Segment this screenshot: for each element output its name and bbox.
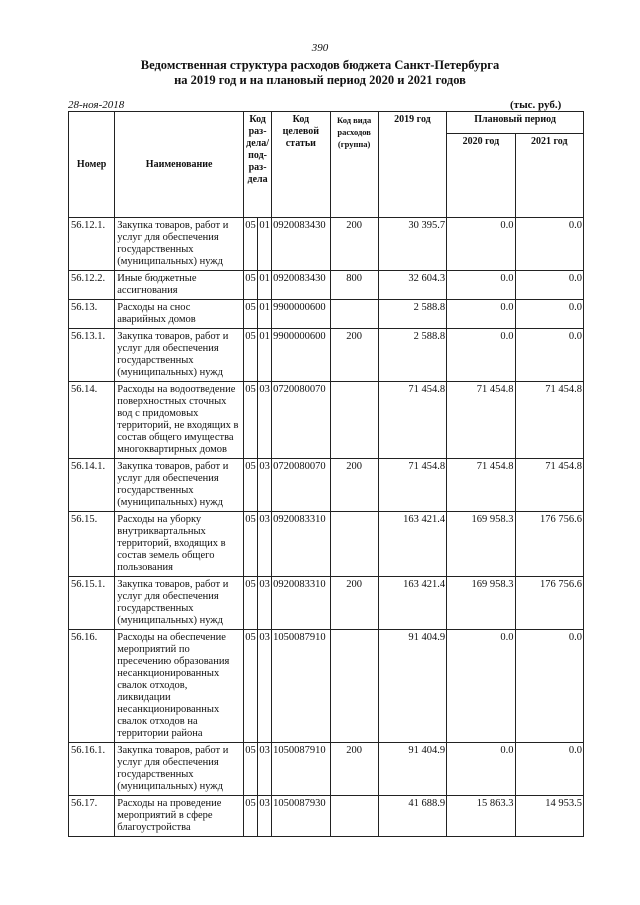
row-target-code: 9900000600	[272, 300, 330, 329]
row-amount-2020: 0.0	[447, 271, 515, 300]
row-number: 56.16.1.	[69, 743, 115, 796]
row-amount-2019: 41 688.9	[378, 796, 446, 837]
row-target-code: 1050087910	[272, 743, 330, 796]
row-amount-2019: 2 588.8	[378, 300, 446, 329]
row-amount-2020: 169 958.3	[447, 577, 515, 630]
header-2021: 2021 год	[515, 134, 583, 218]
table-row	[69, 218, 584, 271]
row-section-code: 05	[244, 630, 258, 743]
row-amount-2019: 30 395.7	[378, 218, 446, 271]
row-target-code: 1050087930	[272, 796, 330, 837]
row-target-code: 0920083310	[272, 512, 330, 577]
row-amount-2020: 169 958.3	[447, 512, 515, 577]
row-amount-2021: 0.0	[515, 271, 583, 300]
row-kind-code	[330, 382, 378, 459]
table-row	[69, 329, 584, 382]
row-subsection-code: 01	[258, 329, 272, 382]
row-name: Расходы на водоотведение поверхностных сточных вод с придомовых территорий, не входящих в состав общего имущества многоквартирных домов	[115, 382, 244, 459]
row-amount-2021: 14 953.5	[515, 796, 583, 837]
row-kind-code: 200	[330, 329, 378, 382]
row-section-code: 05	[244, 271, 258, 300]
table-body	[69, 218, 584, 837]
row-section-code: 05	[244, 382, 258, 459]
header-section: Код раз-дела/ под-раз-дела	[244, 112, 272, 218]
row-amount-2021: 0.0	[515, 329, 583, 382]
row-number: 56.16.	[69, 630, 115, 743]
header-number: Номер	[69, 112, 115, 218]
table-row	[69, 796, 584, 837]
row-amount-2020: 71 454.8	[447, 382, 515, 459]
table-row	[69, 271, 584, 300]
row-section-code: 05	[244, 218, 258, 271]
row-amount-2020: 15 863.3	[447, 796, 515, 837]
row-kind-code	[330, 512, 378, 577]
table-row	[69, 459, 584, 512]
row-name: Закупка товаров, работ и услуг для обеспечения государственных (муниципальных) нужд	[115, 743, 244, 796]
row-kind-code: 200	[330, 218, 378, 271]
row-target-code: 0920083430	[272, 271, 330, 300]
row-kind-code	[330, 630, 378, 743]
row-subsection-code: 03	[258, 630, 272, 743]
header-kind: Код вида расходов (группа)	[330, 112, 378, 218]
row-kind-code: 800	[330, 271, 378, 300]
row-subsection-code: 03	[258, 743, 272, 796]
row-section-code: 05	[244, 329, 258, 382]
row-number: 56.15.1.	[69, 577, 115, 630]
row-name: Расходы на снос аварийных домов	[115, 300, 244, 329]
row-amount-2021: 0.0	[515, 300, 583, 329]
row-subsection-code: 03	[258, 577, 272, 630]
row-amount-2020: 0.0	[447, 630, 515, 743]
row-section-code: 05	[244, 512, 258, 577]
row-amount-2019: 163 421.4	[378, 577, 446, 630]
row-amount-2020: 0.0	[447, 329, 515, 382]
row-number: 56.12.1.	[69, 218, 115, 271]
row-amount-2019: 91 404.9	[378, 743, 446, 796]
row-name: Расходы на обеспечение мероприятий по пресечению образования несанкционированных свалок отходов, ликвидации несанкционированных свалок отходов на территории района	[115, 630, 244, 743]
row-number: 56.17.	[69, 796, 115, 837]
row-section-code: 05	[244, 577, 258, 630]
row-subsection-code: 03	[258, 796, 272, 837]
row-kind-code	[330, 300, 378, 329]
row-number: 56.14.1.	[69, 459, 115, 512]
table-row	[69, 577, 584, 630]
row-amount-2019: 2 588.8	[378, 329, 446, 382]
row-number: 56.12.2.	[69, 271, 115, 300]
row-amount-2021: 176 756.6	[515, 512, 583, 577]
row-target-code: 1050087910	[272, 630, 330, 743]
title-line-2: на 2019 год и на плановый период 2020 и 2021 годов	[174, 73, 466, 87]
row-section-code: 05	[244, 300, 258, 329]
row-number: 56.13.1.	[69, 329, 115, 382]
row-kind-code: 200	[330, 577, 378, 630]
row-amount-2020: 0.0	[447, 743, 515, 796]
row-name: Закупка товаров, работ и услуг для обеспечения государственных (муниципальных) нужд	[115, 577, 244, 630]
row-name: Закупка товаров, работ и услуг для обеспечения государственных (муниципальных) нужд	[115, 329, 244, 382]
row-amount-2021: 71 454.8	[515, 459, 583, 512]
header-2020: 2020 год	[447, 134, 515, 218]
row-name: Закупка товаров, работ и услуг для обеспечения государственных (муниципальных) нужд	[115, 459, 244, 512]
row-kind-code: 200	[330, 459, 378, 512]
header-2019: 2019 год	[378, 112, 446, 218]
row-amount-2019: 91 404.9	[378, 630, 446, 743]
row-target-code: 0720080070	[272, 459, 330, 512]
table-row	[69, 382, 584, 459]
row-name: Закупка товаров, работ и услуг для обеспечения государственных (муниципальных) нужд	[115, 218, 244, 271]
row-section-code: 05	[244, 459, 258, 512]
title-line-1: Ведомственная структура расходов бюджета Санкт-Петербурга	[140, 58, 500, 72]
row-amount-2019: 71 454.8	[378, 382, 446, 459]
table-row	[69, 300, 584, 329]
row-number: 56.14.	[69, 382, 115, 459]
row-number: 56.13.	[69, 300, 115, 329]
units-label: (тыс. руб.)	[510, 99, 562, 111]
row-number: 56.15.	[69, 512, 115, 577]
row-subsection-code: 03	[258, 512, 272, 577]
row-amount-2020: 0.0	[447, 300, 515, 329]
row-target-code: 9900000600	[272, 329, 330, 382]
header-planned: Плановый период	[447, 112, 584, 134]
row-subsection-code: 01	[258, 218, 272, 271]
row-kind-code: 200	[330, 743, 378, 796]
row-amount-2020: 0.0	[447, 218, 515, 271]
row-name: Иные бюджетные ассигнования	[115, 271, 244, 300]
document-title	[0, 58, 640, 88]
row-target-code: 0920083310	[272, 577, 330, 630]
row-section-code: 05	[244, 796, 258, 837]
row-amount-2021: 0.0	[515, 743, 583, 796]
header-name: Наименование	[115, 112, 244, 218]
page-number: 390	[311, 42, 329, 54]
row-name: Расходы на проведение мероприятий в сфере благоустройства	[115, 796, 244, 837]
row-amount-2021: 0.0	[515, 218, 583, 271]
row-subsection-code: 01	[258, 300, 272, 329]
row-target-code: 0720080070	[272, 382, 330, 459]
row-amount-2019: 163 421.4	[378, 512, 446, 577]
table-row	[69, 512, 584, 577]
row-section-code: 05	[244, 743, 258, 796]
row-amount-2020: 71 454.8	[447, 459, 515, 512]
row-name: Расходы на уборку внутриквартальных территорий, входящих в состав земель общего пользования	[115, 512, 244, 577]
row-amount-2021: 71 454.8	[515, 382, 583, 459]
row-subsection-code: 03	[258, 459, 272, 512]
row-amount-2021: 0.0	[515, 630, 583, 743]
row-subsection-code: 03	[258, 382, 272, 459]
table-row	[69, 630, 584, 743]
row-amount-2019: 71 454.8	[378, 459, 446, 512]
row-target-code: 0920083430	[272, 218, 330, 271]
header-target: Код целевой статьи	[272, 112, 330, 218]
row-amount-2021: 176 756.6	[515, 577, 583, 630]
table-row	[69, 743, 584, 796]
document-date: 28-ноя-2018	[68, 99, 125, 111]
row-kind-code	[330, 796, 378, 837]
row-amount-2019: 32 604.3	[378, 271, 446, 300]
row-subsection-code: 01	[258, 271, 272, 300]
budget-table	[68, 111, 584, 837]
